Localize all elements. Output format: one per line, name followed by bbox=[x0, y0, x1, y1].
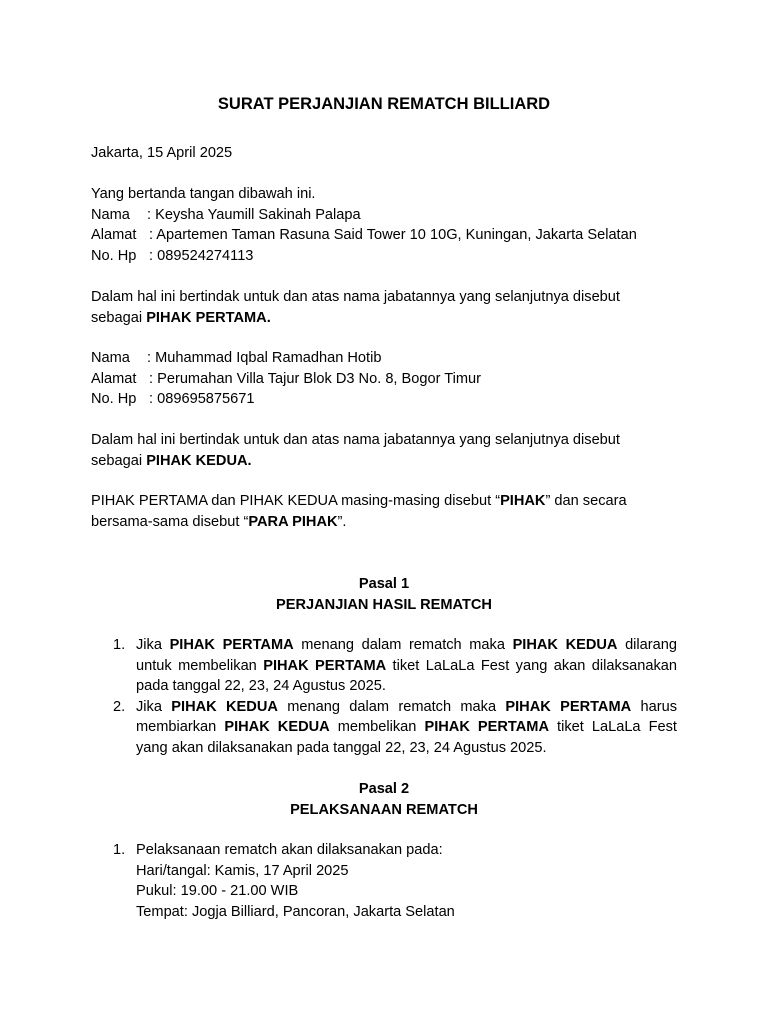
list-line bbox=[136, 697, 677, 718]
bold-term: PIHAK PERTAMA bbox=[263, 657, 387, 674]
text-segment: ” dan secara bbox=[545, 493, 627, 509]
text-segment: Jika bbox=[136, 698, 172, 715]
list-line: Hari/tangal: Kamis, 17 April 2025 bbox=[136, 862, 349, 879]
address-value: : Perumahan Villa Tajur Blok D3 No. 8, Bogor Timur bbox=[149, 370, 482, 387]
party-two-phone-row bbox=[91, 389, 677, 410]
phone-value: : 089524274113 bbox=[149, 247, 254, 264]
phone-value: : 089695875671 bbox=[149, 391, 255, 407]
pasal-2-heading: Pasal 2 bbox=[358, 781, 410, 797]
text-segment: tiket LaLaLa Fest bbox=[549, 719, 677, 735]
pasal-1-list bbox=[91, 635, 677, 758]
text-segment: dilarang bbox=[617, 637, 677, 653]
list-number: 1. bbox=[113, 842, 126, 858]
bold-term: PIHAK PERTAMA bbox=[424, 719, 549, 735]
text-segment: untuk membelikan bbox=[136, 657, 264, 674]
para-pihak-paragraph bbox=[91, 491, 677, 532]
pasal-2-list bbox=[91, 840, 677, 922]
text-segment: PIHAK PERTAMA dan PIHAK KEDUA masing-masing disebut “ bbox=[91, 493, 501, 509]
text-segment: membelikan bbox=[329, 719, 425, 735]
list-line: Pukul: 19.00 - 21.00 WIB bbox=[136, 883, 299, 899]
pihak-pertama-label: PIHAK PERTAMA. bbox=[146, 309, 271, 326]
bold-term: PIHAK KEDUA bbox=[512, 637, 618, 653]
name-value: : Muhammad Iqbal Ramadhan Hotib bbox=[147, 350, 382, 366]
date-text: Jakarta, 15 April 2025 bbox=[91, 145, 233, 161]
party-one-address-row bbox=[91, 225, 677, 246]
list-number: 1. bbox=[113, 637, 126, 653]
list-line: yang akan dilaksanakan pada tanggal 22, 23, 24 Agustus 2025. bbox=[136, 739, 547, 756]
party-two-block bbox=[91, 348, 677, 410]
statement-prefix: sebagai bbox=[91, 452, 147, 469]
list-line: Pelaksanaan rematch akan dilaksanakan pada: bbox=[136, 842, 443, 858]
party-one-phone-row bbox=[91, 246, 677, 267]
name-label: Nama bbox=[91, 350, 130, 366]
name-label: Nama bbox=[91, 206, 130, 223]
text-segment: tiket LaLaLa Fest yang akan dilaksanakan bbox=[386, 657, 677, 674]
statement-line-1: Dalam hal ini bertindak untuk dan atas nama jabatannya yang selanjutnya disebut bbox=[91, 289, 620, 305]
para-pihak-line-1 bbox=[91, 491, 677, 512]
list-item bbox=[91, 697, 677, 759]
list-line: Tempat: Jogja Billiard, Pancoran, Jakarta Selatan bbox=[136, 903, 455, 920]
list-number: 2. bbox=[113, 698, 126, 715]
text-segment: ”. bbox=[337, 513, 347, 530]
party-one-name-row bbox=[91, 205, 677, 226]
pasal-1-subheading: PERJANJIAN HASIL REMATCH bbox=[276, 597, 492, 613]
phone-label: No. Hp bbox=[91, 247, 137, 264]
statement-prefix: sebagai bbox=[91, 309, 147, 326]
statement-line-2 bbox=[91, 451, 677, 472]
list-item bbox=[91, 840, 677, 922]
bold-term: PIHAK PERTAMA bbox=[169, 637, 294, 653]
bold-term: PIHAK bbox=[500, 493, 546, 509]
intro-text: Yang bertanda tangan dibawah ini. bbox=[91, 186, 316, 202]
phone-label: No. Hp bbox=[91, 391, 137, 407]
party-two-address-row bbox=[91, 369, 677, 390]
text-segment: Jika bbox=[136, 637, 170, 653]
address-value: : Apartemen Taman Rasuna Said Tower 10 10G, Kuningan, Jakarta Selatan bbox=[149, 227, 637, 243]
text-segment: membiarkan bbox=[136, 719, 225, 735]
pasal-1-heading: Pasal 1 bbox=[358, 576, 410, 592]
bold-term: PIHAK KEDUA bbox=[224, 719, 330, 735]
party-one-block bbox=[91, 184, 677, 266]
text-segment: menang dalam rematch maka bbox=[293, 637, 513, 653]
list-line bbox=[136, 656, 677, 677]
text-segment: menang dalam rematch maka bbox=[277, 698, 506, 715]
pihak-kedua-label: PIHAK KEDUA. bbox=[146, 452, 252, 469]
bold-term: PIHAK PERTAMA bbox=[505, 698, 632, 715]
list-line bbox=[136, 635, 677, 656]
address-label: Alamat bbox=[91, 370, 137, 387]
para-pihak-line-2 bbox=[91, 512, 677, 533]
name-value: : Keysha Yaumill Sakinah Palapa bbox=[147, 206, 361, 223]
pasal-2-subheading: PELAKSANAAN REMATCH bbox=[290, 802, 478, 818]
bold-term: PIHAK KEDUA bbox=[171, 698, 278, 715]
party-one-statement bbox=[91, 287, 677, 328]
party-two-name-row bbox=[91, 348, 677, 369]
document-title: SURAT PERJANJIAN REMATCH BILLIARD bbox=[217, 95, 551, 113]
text-segment: bersama-sama disebut “ bbox=[91, 513, 249, 530]
text-segment: harus bbox=[631, 698, 677, 715]
party-two-statement bbox=[91, 430, 677, 471]
statement-line-1: Dalam hal ini bertindak untuk dan atas nama jabatannya yang selanjutnya disebut bbox=[91, 432, 620, 448]
statement-line-2 bbox=[91, 308, 677, 329]
date-line bbox=[91, 143, 677, 164]
list-line bbox=[136, 717, 677, 738]
list-line: pada tanggal 22, 23, 24 Agustus 2025. bbox=[136, 678, 386, 694]
address-label: Alamat bbox=[91, 227, 137, 243]
bold-term: PARA PIHAK bbox=[248, 513, 338, 530]
list-item bbox=[91, 635, 677, 697]
